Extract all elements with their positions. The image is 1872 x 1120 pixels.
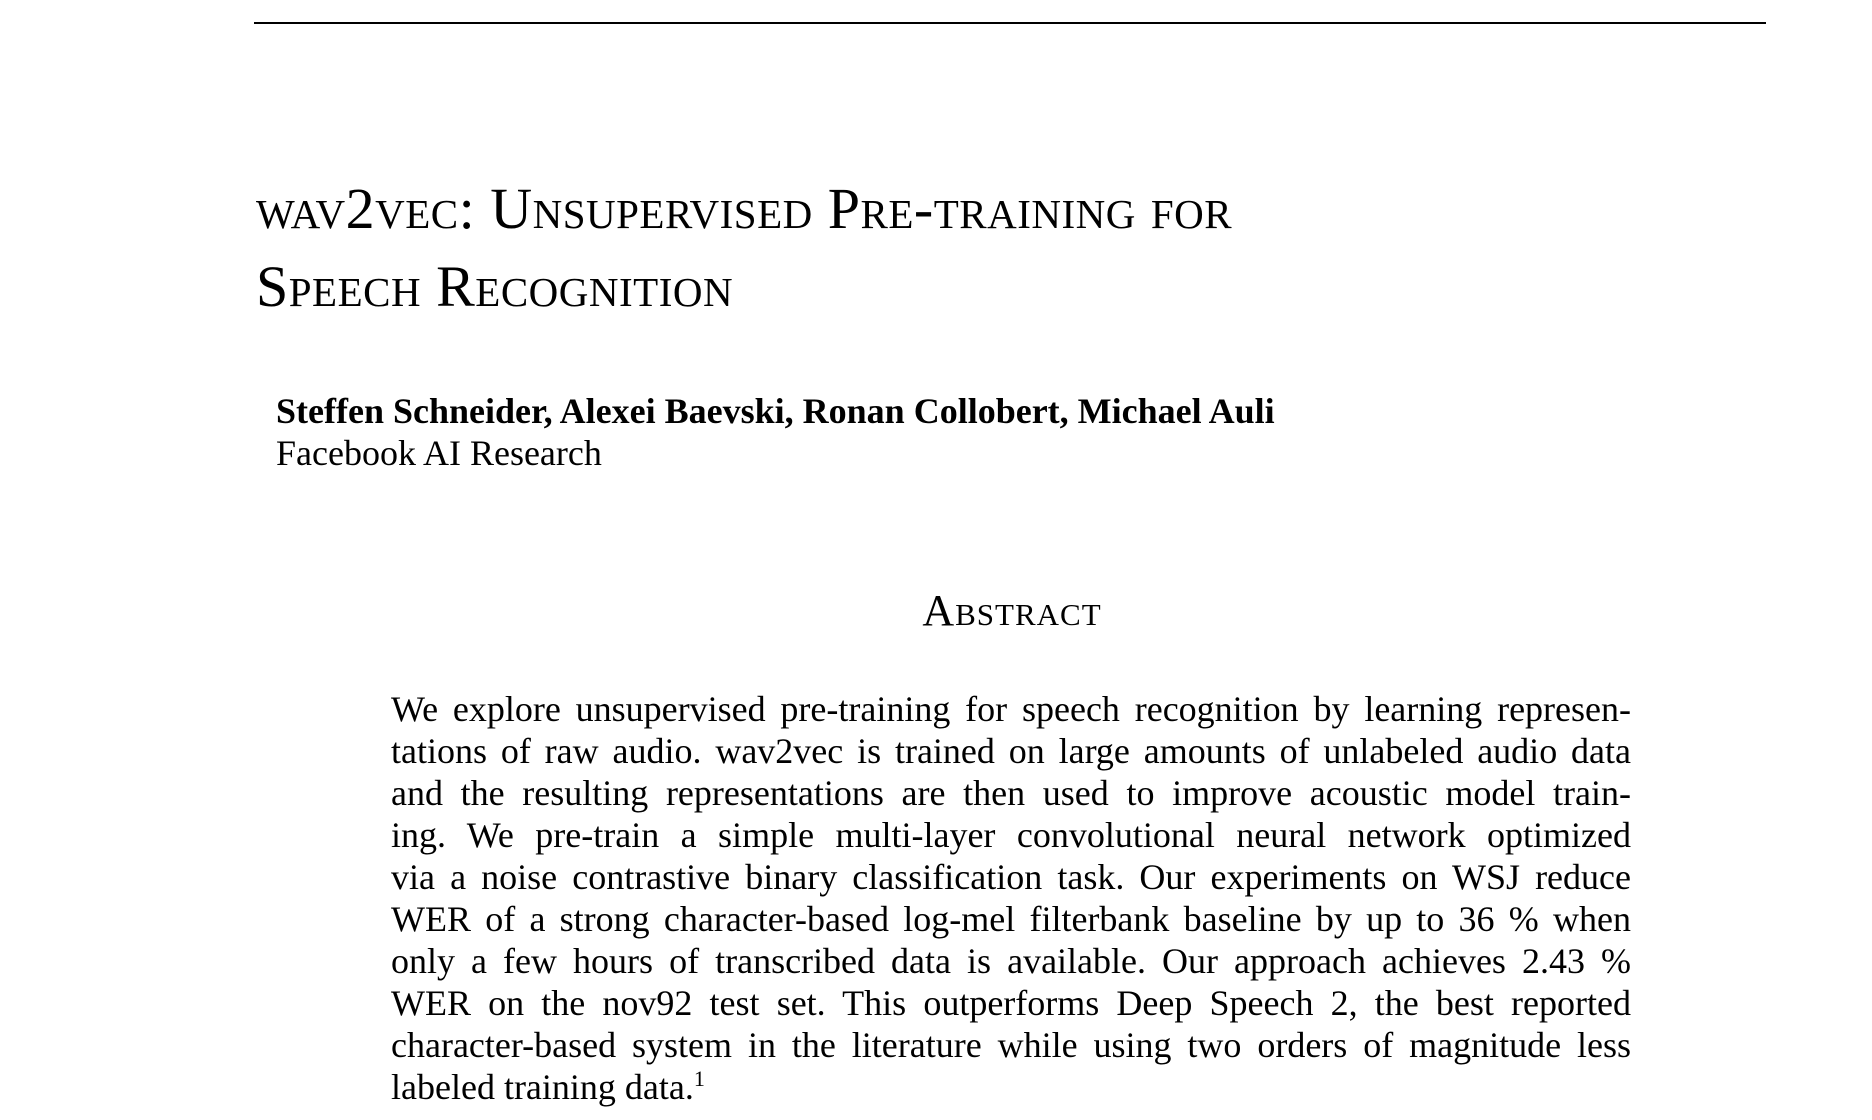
abstract-line: character-based system in the literature while using two orders of magnitude less [391, 1025, 1631, 1065]
abstract-line: ing. We pre-train a simple multi-layer convolutional neural network optimized [391, 815, 1631, 855]
title-line-1: wav2vec: Unsupervised Pre-training for [256, 176, 1233, 241]
abstract-line: WER of a strong character-based log-mel filterbank baseline by up to 36 % when [391, 899, 1631, 939]
author-block [276, 390, 1676, 474]
paper-title [256, 170, 1756, 326]
abstract-line: and the resulting representations are then used to improve acoustic model train- [391, 773, 1631, 813]
title-line-2: Speech Recognition [256, 254, 734, 319]
abstract-last-line [391, 1066, 1631, 1108]
abstract-line: tations of raw audio. wav2vec is trained on large amounts of unlabeled audio data [391, 731, 1631, 771]
abstract-line: via a noise contrastive binary classification task. Our experiments on WSJ reduce [391, 857, 1631, 897]
top-rule [254, 22, 1766, 24]
abstract-line: only a few hours of transcribed data is available. Our approach achieves 2.43 % [391, 941, 1631, 981]
abstract-line: WER on the nov92 test set. This outperforms Deep Speech 2, the best reported [391, 983, 1631, 1023]
footnote-marker[interactable]: 1 [693, 1066, 705, 1091]
abstract-body [391, 688, 1631, 1108]
abstract-line-text: labeled training data. [391, 1067, 694, 1107]
affiliation: Facebook AI Research [276, 433, 602, 473]
author-list: Steffen Schneider, Alexei Baevski, Ronan Collobert, Michael Auli [276, 391, 1275, 431]
abstract-heading: Abstract [922, 586, 1102, 635]
abstract-line: We explore unsupervised pre-training for speech recognition by learning represen- [391, 689, 1631, 729]
